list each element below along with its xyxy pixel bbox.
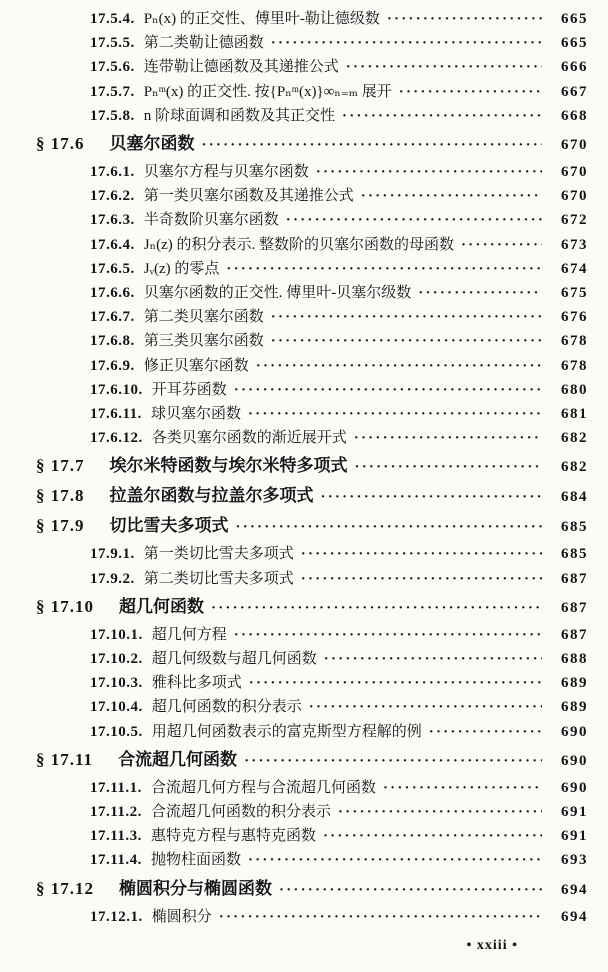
entry-page-number: 665 bbox=[561, 35, 588, 52]
entry-number: 17.6.4. bbox=[90, 236, 135, 253]
toc-entry bbox=[0, 513, 588, 540]
dot-leader bbox=[211, 594, 542, 621]
toc-entry bbox=[0, 594, 588, 621]
entry-page-number: 670 bbox=[561, 164, 588, 181]
entry-title: 超几何函数 bbox=[119, 596, 204, 616]
entry-page-number: 667 bbox=[561, 83, 588, 100]
dot-leader bbox=[361, 184, 542, 208]
entry-title: Pₙ(x) 的正交性、傅里叶-勒让德级数 bbox=[143, 11, 380, 27]
toc-entry bbox=[0, 402, 588, 426]
entry-number: 17.6.7. bbox=[90, 309, 135, 326]
dot-leader bbox=[286, 208, 542, 232]
entry-page-number: 690 bbox=[561, 779, 588, 796]
entry-title: 超几何级数与超几何函数 bbox=[151, 651, 317, 668]
entry-page-number: 694 bbox=[561, 881, 588, 898]
entry-number: 17.10.5. bbox=[90, 723, 143, 740]
toc-entry bbox=[0, 905, 588, 929]
entry-page-number: 690 bbox=[561, 723, 588, 740]
entry-number: § 17.12 bbox=[36, 878, 94, 898]
entry-title: 超几何方程 bbox=[151, 626, 227, 643]
toc-entry bbox=[0, 80, 588, 104]
entry-title: 第一类贝塞尔函数及其递推公式 bbox=[143, 188, 354, 205]
entry-title: 惠特克方程与惠特克函数 bbox=[150, 828, 316, 845]
dot-leader bbox=[321, 483, 543, 510]
entry-number: 17.12.1. bbox=[90, 908, 143, 925]
entry-number: 17.5.8. bbox=[90, 107, 135, 124]
entry-title: 用超几何函数表示的富克斯型方程解的例 bbox=[151, 723, 422, 740]
entry-number: 17.11.3. bbox=[90, 828, 142, 845]
entry-number: 17.10.2. bbox=[90, 651, 143, 668]
entry-page-number: 678 bbox=[561, 357, 588, 374]
entry-number: § 17.11 bbox=[36, 749, 94, 769]
toc-entry bbox=[0, 426, 588, 450]
dot-leader bbox=[301, 567, 542, 591]
entry-page-number: 687 bbox=[561, 570, 588, 587]
dot-leader bbox=[248, 848, 542, 872]
entry-page-number: 670 bbox=[561, 188, 588, 205]
toc-entry bbox=[0, 55, 588, 79]
entry-page-number: 691 bbox=[561, 828, 588, 845]
entry-page-number: 682 bbox=[561, 459, 588, 476]
entry-title: 切比雪夫多项式 bbox=[109, 516, 229, 536]
toc-entry bbox=[0, 747, 588, 774]
entry-number: 17.5.4. bbox=[90, 11, 135, 27]
entry-page-number: 681 bbox=[561, 406, 588, 423]
entry-title: 合流超几何方程与合流超几何函数 bbox=[150, 779, 376, 796]
dot-leader bbox=[202, 131, 543, 158]
entry-title: 开耳芬函数 bbox=[151, 381, 227, 398]
entry-number: 17.6.1. bbox=[90, 164, 135, 181]
entry-title: 椭圆积分 bbox=[151, 908, 212, 925]
dot-leader bbox=[244, 747, 542, 774]
entry-number: 17.10.1. bbox=[90, 626, 143, 643]
toc-entry bbox=[0, 567, 588, 591]
entry-title: 雅科比多项式 bbox=[151, 675, 242, 692]
entry-number: 17.6.6. bbox=[90, 285, 135, 302]
dot-leader bbox=[279, 876, 542, 903]
toc-entry bbox=[0, 7, 588, 31]
dot-leader bbox=[399, 80, 542, 104]
dot-leader bbox=[418, 281, 542, 305]
entry-number: 17.9.2. bbox=[90, 570, 135, 587]
entry-title: 合流超几何函数 bbox=[118, 749, 238, 769]
dot-leader bbox=[256, 354, 542, 378]
dot-leader bbox=[234, 623, 542, 647]
entry-number: 17.10.4. bbox=[90, 699, 143, 716]
entry-title: 第二类切比雪夫多项式 bbox=[143, 570, 294, 587]
entry-page-number: 687 bbox=[561, 626, 588, 643]
entry-page-number: 693 bbox=[561, 852, 588, 869]
entry-page-number: 689 bbox=[561, 675, 588, 692]
dot-leader bbox=[316, 160, 542, 184]
entry-page-number: 673 bbox=[561, 236, 588, 253]
entry-number: 17.6.3. bbox=[90, 212, 135, 229]
dot-leader bbox=[301, 542, 542, 566]
entry-title: 椭圆积分与椭圆函数 bbox=[119, 878, 272, 898]
dot-leader bbox=[236, 513, 543, 540]
entry-number: 17.11.4. bbox=[90, 852, 142, 869]
dot-leader bbox=[309, 695, 542, 719]
toc-entry bbox=[0, 354, 588, 378]
toc-entry bbox=[0, 160, 588, 184]
toc-entry bbox=[0, 776, 588, 800]
toc-entry bbox=[0, 720, 588, 744]
toc-entry bbox=[0, 184, 588, 208]
entry-page-number: 694 bbox=[561, 908, 588, 925]
entry-number: 17.11.2. bbox=[90, 804, 142, 821]
toc-entry bbox=[0, 378, 588, 402]
entry-page-number: 674 bbox=[561, 260, 588, 277]
dot-leader bbox=[323, 824, 542, 848]
entry-number: 17.6.9. bbox=[90, 357, 135, 374]
toc-entry bbox=[0, 647, 588, 671]
entry-title: 连带勒让德函数及其递推公式 bbox=[143, 59, 339, 76]
toc-entry bbox=[0, 131, 588, 158]
entry-page-number: 688 bbox=[561, 651, 588, 668]
dot-leader bbox=[248, 402, 542, 426]
entry-title: 埃尔米特函数与埃尔米特多项式 bbox=[109, 456, 348, 476]
dot-leader bbox=[324, 647, 542, 671]
entry-page-number: 680 bbox=[561, 381, 588, 398]
entry-number: 17.6.10. bbox=[90, 381, 143, 398]
toc-entry bbox=[0, 542, 588, 566]
entry-number: 17.6.8. bbox=[90, 333, 135, 350]
entry-page-number: 666 bbox=[561, 59, 588, 76]
toc-entry bbox=[0, 305, 588, 329]
dot-leader bbox=[271, 31, 542, 55]
toc-entry bbox=[0, 233, 588, 257]
entry-page-number: 690 bbox=[561, 752, 588, 769]
entry-page-number: 665 bbox=[561, 11, 588, 27]
dot-leader bbox=[387, 7, 542, 31]
entry-title: 合流超几何函数的积分表示 bbox=[150, 804, 331, 821]
entry-title: 修正贝塞尔函数 bbox=[143, 357, 249, 374]
toc-entry bbox=[0, 31, 588, 55]
entry-page-number: 668 bbox=[561, 107, 588, 124]
entry-title: n 阶球面调和函数及其正交性 bbox=[143, 107, 336, 124]
toc-list bbox=[0, 7, 588, 929]
toc-entry bbox=[0, 671, 588, 695]
dot-leader bbox=[342, 104, 542, 128]
entry-page-number: 684 bbox=[561, 489, 588, 506]
entry-title: 第三类贝塞尔函数 bbox=[143, 333, 264, 350]
toc-entry bbox=[0, 848, 588, 872]
entry-number: 17.5.5. bbox=[90, 35, 135, 52]
entry-number: 17.6.11. bbox=[90, 406, 142, 423]
entry-number: 17.11.1. bbox=[90, 779, 142, 796]
toc-entry bbox=[0, 208, 588, 232]
dot-leader bbox=[249, 671, 542, 695]
entry-title: 第一类切比雪夫多项式 bbox=[143, 546, 294, 563]
entry-title: 各类贝塞尔函数的渐近展开式 bbox=[151, 430, 347, 447]
dot-leader bbox=[271, 329, 542, 353]
entry-title: 抛物柱面函数 bbox=[150, 852, 241, 869]
toc-entry bbox=[0, 281, 588, 305]
entry-title: 第二类贝塞尔函数 bbox=[143, 309, 264, 326]
entry-number: 17.10.3. bbox=[90, 675, 143, 692]
entry-number: § 17.8 bbox=[36, 486, 85, 506]
toc-entry bbox=[0, 453, 588, 480]
entry-title: 半奇数阶贝塞尔函数 bbox=[143, 212, 279, 229]
entry-page-number: 689 bbox=[561, 699, 588, 716]
entry-title: 球贝塞尔函数 bbox=[150, 406, 241, 423]
entry-number: 17.5.6. bbox=[90, 59, 135, 76]
dot-leader bbox=[226, 257, 542, 281]
entry-page-number: 691 bbox=[561, 804, 588, 821]
entry-number: 17.6.12. bbox=[90, 430, 143, 447]
dot-leader bbox=[271, 305, 542, 329]
dot-leader bbox=[429, 720, 542, 744]
entry-number: § 17.9 bbox=[36, 516, 85, 536]
entry-number: 17.5.7. bbox=[90, 83, 135, 100]
entry-page-number: 676 bbox=[561, 309, 588, 326]
dot-leader bbox=[383, 776, 542, 800]
toc-entry bbox=[0, 824, 588, 848]
entry-page-number: 672 bbox=[561, 212, 588, 229]
dot-leader bbox=[219, 905, 542, 929]
entry-page-number: 687 bbox=[561, 599, 588, 616]
toc-entry bbox=[0, 483, 588, 510]
entry-number: § 17.6 bbox=[36, 134, 85, 154]
dot-leader bbox=[355, 453, 543, 480]
entry-title: Pₙᵐ(x) 的正交性. 按{Pₙᵐ(x)}∞ₙ₌ₘ 展开 bbox=[143, 83, 392, 100]
page-number-footer: • xxiii • bbox=[466, 937, 518, 953]
entry-number: § 17.7 bbox=[36, 456, 85, 476]
entry-title: Jₙ(z) 的积分表示. 整数阶的贝塞尔函数的母函数 bbox=[143, 236, 454, 253]
entry-title: 第二类勒让德函数 bbox=[143, 35, 264, 52]
entry-page-number: 685 bbox=[561, 519, 588, 536]
entry-number: 17.6.5. bbox=[90, 260, 135, 277]
dot-leader bbox=[338, 800, 542, 824]
dot-leader bbox=[346, 55, 542, 79]
entry-page-number: 678 bbox=[561, 333, 588, 350]
entry-title: 贝塞尔方程与贝塞尔函数 bbox=[143, 164, 309, 181]
toc-entry bbox=[0, 695, 588, 719]
entry-title: 贝塞尔函数的正交性. 傅里叶-贝塞尔级数 bbox=[143, 285, 412, 302]
entry-title: 贝塞尔函数 bbox=[109, 134, 195, 154]
toc-entry bbox=[0, 104, 588, 128]
toc-entry bbox=[0, 257, 588, 281]
dot-leader bbox=[461, 233, 542, 257]
toc-entry bbox=[0, 623, 588, 647]
entry-number: 17.9.1. bbox=[90, 546, 135, 563]
entry-title: Jᵥ(z) 的零点 bbox=[143, 260, 220, 277]
entry-number: 17.6.2. bbox=[90, 188, 135, 205]
entry-page-number: 675 bbox=[561, 285, 588, 302]
toc-entry bbox=[0, 876, 588, 903]
entry-title: 拉盖尔函数与拉盖尔多项式 bbox=[109, 486, 314, 506]
toc-entry bbox=[0, 329, 588, 353]
entry-page-number: 682 bbox=[561, 430, 588, 447]
toc-entry bbox=[0, 800, 588, 824]
dot-leader bbox=[234, 378, 542, 402]
entry-page-number: 670 bbox=[561, 137, 588, 154]
entry-number: § 17.10 bbox=[36, 596, 94, 616]
entry-page-number: 685 bbox=[561, 546, 588, 563]
dot-leader bbox=[354, 426, 542, 450]
entry-title: 超几何函数的积分表示 bbox=[151, 699, 302, 716]
